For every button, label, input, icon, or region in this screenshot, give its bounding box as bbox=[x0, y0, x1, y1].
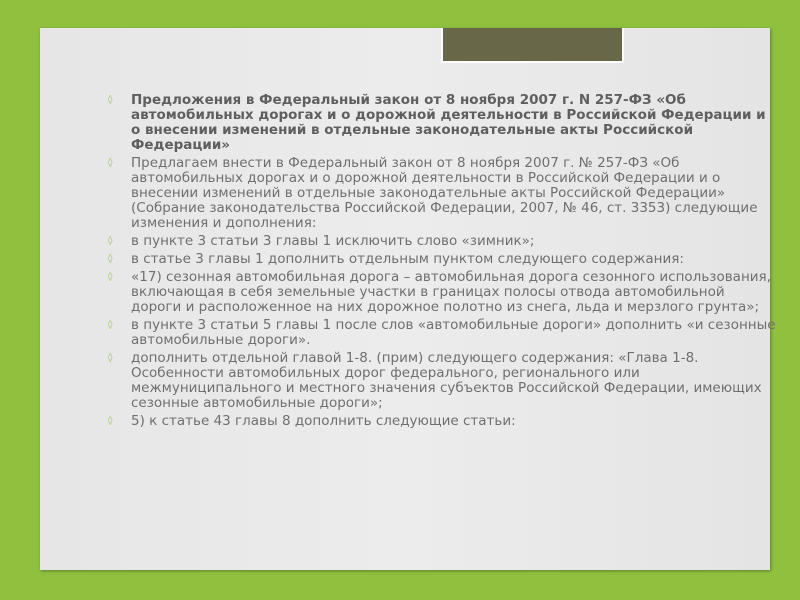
bullet-list bbox=[108, 93, 778, 432]
diamond-bullet-icon: ◊ bbox=[108, 416, 113, 426]
bullet-text: в пункте 3 статьи 3 главы 1 исключить слово «зимник»; bbox=[131, 233, 535, 249]
bullet-text: дополнить отдельной главой 1-8. (прим) следующего содержания: «Глава 1-8. Особенности автомобильных дорог федерального, регионального или межмуниципального и местного значения субъектов Российской Федерации, имеющих сезонные автомобильные дороги»; bbox=[131, 350, 762, 411]
bullet-text: Предлагаем внести в Федеральный закон от 8 ноября 2007 г. № 257-ФЗ «Об автомобильных дорогах и о дорожной деятельности в Российской Федерации и о внесении изменений в отдельные законодательные акты Российской Федерации» (Собрание законодательства Российской Федерации, 2007, № 46, ст. 3353) следующие изменения и дополнения: bbox=[131, 155, 758, 231]
bullet-item bbox=[108, 252, 778, 267]
bullet-text: в пункте 3 статьи 5 главы 1 после слов «автомобильные дороги» дополнить «и сезонные автомобильные дороги». bbox=[131, 317, 776, 348]
bullet-item bbox=[108, 351, 778, 411]
bullet-text: «17) сезонная автомобильная дорога – автомобильная дорога сезонного использования, включающая в себя земельные участки в границах полосы отвода автомобильной дороги и расположенное на них дорожное полотно из снега, льда и мерзлого грунта»; bbox=[131, 269, 771, 315]
diamond-bullet-icon: ◊ bbox=[108, 158, 113, 168]
bullet-item bbox=[108, 270, 778, 315]
bullet-item bbox=[108, 318, 778, 348]
bullet-item bbox=[108, 93, 778, 153]
slide-panel bbox=[40, 28, 776, 570]
title-tab bbox=[441, 28, 624, 63]
diamond-bullet-icon: ◊ bbox=[108, 254, 113, 264]
bullet-text: 5) к статье 43 главы 8 дополнить следующие статьи: bbox=[131, 413, 516, 429]
bullet-item bbox=[108, 234, 778, 249]
diamond-bullet-icon: ◊ bbox=[108, 236, 113, 246]
bullet-text: Предложения в Федеральный закон от 8 ноября 2007 г. N 257-ФЗ «Об автомобильных дорогах и о дорожной деятельности в Российской Федерации и о внесении изменений в отдельные законодательные акты Российской Федерации» bbox=[131, 92, 766, 153]
bullet-text: в статье 3 главы 1 дополнить отдельным пунктом следующего содержания: bbox=[131, 251, 684, 267]
bullet-item bbox=[108, 156, 778, 231]
diamond-bullet-icon: ◊ bbox=[108, 320, 113, 330]
diamond-bullet-icon: ◊ bbox=[108, 353, 113, 363]
diamond-bullet-icon: ◊ bbox=[108, 272, 113, 282]
bullet-item bbox=[108, 414, 778, 429]
diamond-bullet-icon: ◊ bbox=[108, 95, 113, 105]
